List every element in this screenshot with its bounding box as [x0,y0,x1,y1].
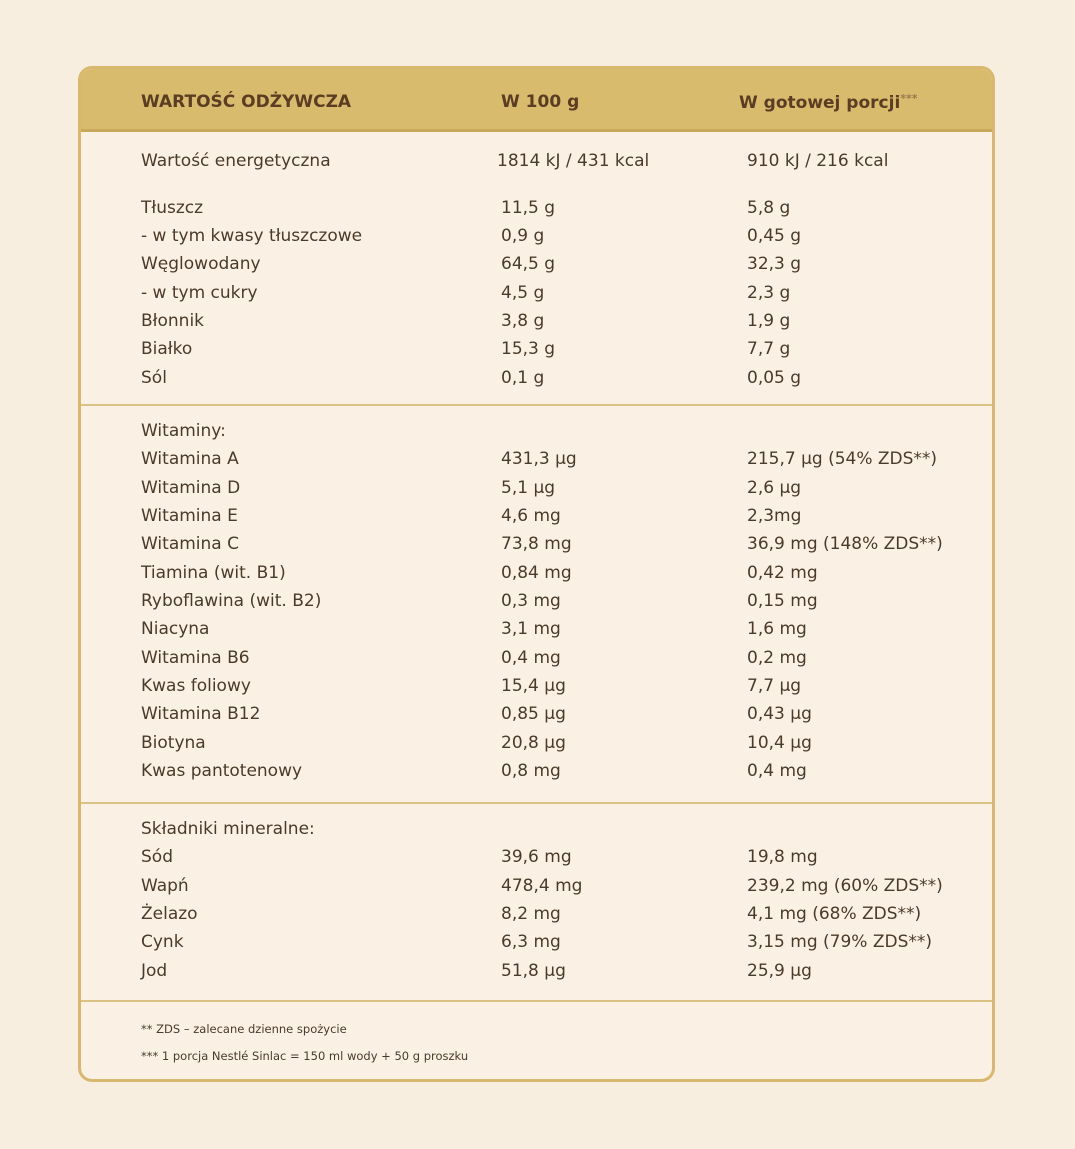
row-name: Błonnik [141,311,205,331]
table-row [81,876,992,904]
section-title [81,819,992,847]
row-serving: 0,42 mg [747,563,818,583]
row-name: Witamina D [141,478,241,498]
header-per-serving-mark: *** [900,92,918,105]
row-name: Witamina B12 [141,704,261,724]
row-name: Sód [141,847,173,867]
footnote-zds: ** ZDS – zalecane dzienne spożycie [141,1022,347,1036]
row-per100: 4,6 mg [501,506,561,526]
row-name: Cynk [141,932,184,952]
row-per100: 4,5 g [501,283,545,303]
header-per-100g: W 100 g [501,92,580,112]
table-row [81,368,992,396]
table-row [81,506,992,534]
header-per-serving [739,92,918,113]
nutrition-table [78,66,995,1082]
table-row [81,254,992,282]
row-per100: 20,8 µg [501,733,566,753]
row-name: Witamina A [141,449,239,469]
row-name: Kwas foliowy [141,676,251,696]
table-row [81,648,992,676]
row-serving: 215,7 µg (54% ZDS**) [747,449,938,469]
row-serving: 19,8 mg [747,847,818,867]
row-serving: 0,45 g [747,226,802,246]
table-row [81,311,992,339]
row-per100: 11,5 g [501,198,556,218]
footnote-serving: *** 1 porcja Nestlé Sinlac = 150 ml wody + 50 g proszku [141,1049,469,1063]
section-title-text: Witaminy: [141,421,226,441]
row-name: Niacyna [141,619,210,639]
row-per100: 15,3 g [501,339,556,359]
table-row [81,591,992,619]
row-serving: 910 kJ / 216 kcal [747,151,889,171]
section-minerals [81,804,992,1002]
row-per100: 1814 kJ / 431 kcal [497,151,650,171]
table-row [81,932,992,960]
row-per100: 0,1 g [501,368,545,388]
table-row [81,704,992,732]
row-serving: 0,05 g [747,368,802,388]
row-per100: 3,1 mg [501,619,561,639]
row-serving: 1,9 g [747,311,791,331]
table-row [81,151,992,179]
row-name: Jod [141,961,168,981]
table-row [81,339,992,367]
row-name: Ryboflawina (wit. B2) [141,591,322,611]
row-name: Wartość energetyczna [141,151,331,171]
row-serving: 10,4 µg [747,733,812,753]
section-vitamins [81,406,992,804]
row-serving: 2,3mg [747,506,802,526]
row-per100: 0,84 mg [501,563,572,583]
row-serving: 1,6 mg [747,619,807,639]
section-title-text: Składniki mineralne: [141,819,315,839]
table-row [81,619,992,647]
row-per100: 39,6 mg [501,847,572,867]
table-row [81,563,992,591]
row-name: - w tym cukry [141,283,258,303]
row-per100: 6,3 mg [501,932,561,952]
table-header [81,69,992,132]
row-name: Witamina B6 [141,648,250,668]
header-per-serving-label: W gotowej porcji [739,93,901,113]
row-name: Witamina E [141,506,238,526]
row-per100: 51,8 µg [501,961,566,981]
row-name: - w tym kwasy tłuszczowe [141,226,363,246]
row-serving: 2,6 µg [747,478,802,498]
row-per100: 431,3 µg [501,449,577,469]
row-serving: 2,3 g [747,283,791,303]
row-serving: 36,9 mg (148% ZDS**) [747,534,943,554]
row-name: Żelazo [141,904,198,924]
row-per100: 0,4 mg [501,648,561,668]
row-name: Witamina C [141,534,239,554]
table-row [81,733,992,761]
table-row [81,226,992,254]
row-per100: 64,5 g [501,254,556,274]
row-serving: 4,1 mg (68% ZDS**) [747,904,922,924]
row-serving: 7,7 g [747,339,791,359]
row-name: Biotyna [141,733,206,753]
table-row [81,676,992,704]
row-per100: 0,9 g [501,226,545,246]
row-per100: 5,1 µg [501,478,556,498]
row-per100: 478,4 mg [501,876,583,896]
row-serving: 239,2 mg (60% ZDS**) [747,876,943,896]
header-nutrient: WARTOŚĆ ODŻYWCZA [141,92,352,112]
row-per100: 0,3 mg [501,591,561,611]
table-row [81,534,992,562]
row-name: Tiamina (wit. B1) [141,563,286,583]
row-per100: 0,8 mg [501,761,561,781]
row-serving: 0,43 µg [747,704,812,724]
row-serving: 7,7 µg [747,676,802,696]
row-per100: 15,4 µg [501,676,566,696]
table-row [81,904,992,932]
section-macros [81,132,992,406]
row-per100: 8,2 mg [501,904,561,924]
row-name: Kwas pantotenowy [141,761,303,781]
footnotes [81,1002,992,1082]
row-per100: 3,8 g [501,311,545,331]
row-name: Sól [141,368,167,388]
row-serving: 3,15 mg (79% ZDS**) [747,932,932,952]
row-per100: 73,8 mg [501,534,572,554]
row-name: Tłuszcz [141,198,204,218]
table-row [81,478,992,506]
row-serving: 0,4 mg [747,761,807,781]
row-serving: 0,2 mg [747,648,807,668]
row-name: Białko [141,339,193,359]
row-serving: 25,9 µg [747,961,812,981]
table-row [81,847,992,875]
section-title [81,421,992,449]
table-row [81,449,992,477]
table-row [81,761,992,789]
row-per100: 0,85 µg [501,704,566,724]
table-row [81,198,992,226]
row-name: Węglowodany [141,254,261,274]
row-serving: 5,8 g [747,198,791,218]
row-serving: 32,3 g [747,254,802,274]
row-name: Wapń [141,876,189,896]
row-serving: 0,15 mg [747,591,818,611]
table-row [81,283,992,311]
table-row [81,961,992,989]
